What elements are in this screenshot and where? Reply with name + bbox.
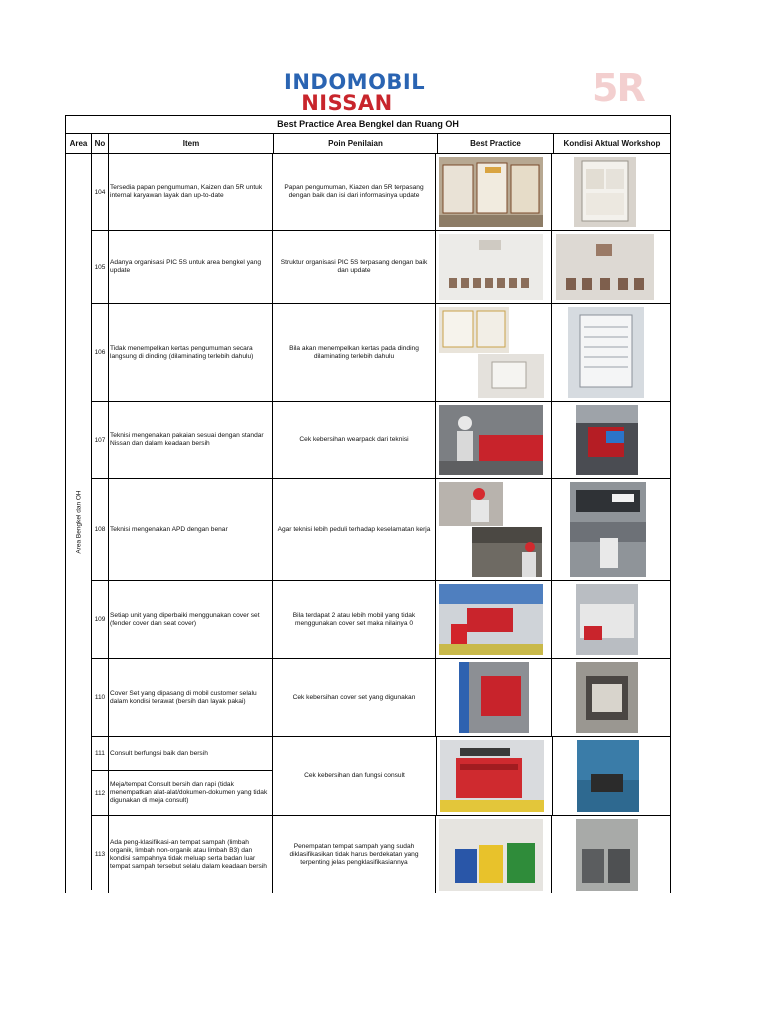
- best-practice-cell: [436, 816, 552, 893]
- header-item: Item: [109, 134, 274, 153]
- table-row: [92, 581, 670, 659]
- best-practice-cell: [436, 659, 552, 736]
- area-label: Area Bengkel dan OH: [75, 490, 82, 554]
- row-poin: Struktur organisasi PIC 5S terpasang dengan baik dan update: [273, 231, 436, 303]
- seat-cover-aktual-photo: [576, 662, 638, 733]
- best-practice-cell: [436, 402, 552, 478]
- table-row: [92, 737, 273, 771]
- apd-photo-1: [439, 482, 503, 526]
- best-practice-cell: [436, 304, 552, 401]
- aktual-cell: [553, 737, 669, 815]
- consult-device-photo: [577, 740, 639, 812]
- table-row: [92, 479, 670, 581]
- best-practice-cell: [436, 231, 552, 303]
- row-item: Tidak menempelkan kertas pengumuman secara langsung di dinding (dilaminating terlebih dahulu): [109, 304, 273, 401]
- row-poin: Papan pengumuman, Kiazen dan 5R terpasang dengan baik dan isi dari informasinya update: [273, 154, 436, 230]
- indomobil-nissan-logo: [284, 70, 426, 115]
- table-row: [92, 816, 670, 893]
- wall-paper-photo: [478, 354, 544, 398]
- table-row: [92, 402, 670, 479]
- aktual-cell: [552, 659, 668, 736]
- pic-structure-photo: [556, 234, 654, 300]
- trash-bins-aktual-photo: [576, 819, 638, 891]
- trash-bins-photo: [439, 819, 543, 891]
- technician-wearpack-photo: [576, 405, 638, 475]
- aktual-cell: [552, 581, 668, 658]
- row-item: Tersedia papan pengumuman, Kaizen dan 5R untuk internal karyawan layak dan up-to-date: [109, 154, 273, 230]
- row-no: 104: [92, 154, 109, 230]
- best-practice-table: [65, 115, 671, 893]
- header-best-practice: Best Practice: [438, 134, 554, 153]
- row-poin: Penempatan tempat sampah yang sudah diklasifikasikan tidak harus berdekatan yang terpenting jelas pengklasifikasiannya: [273, 816, 436, 893]
- row-no: 110: [92, 659, 109, 736]
- apd-photo-2: [472, 527, 542, 577]
- area-column: [66, 154, 92, 890]
- row-poin: Bila terdapat 2 atau lebih mobil yang tidak menggunakan cover set maka nilainya 0: [273, 581, 436, 658]
- table-row: [92, 659, 670, 737]
- laminated-chart-photo: [568, 307, 644, 398]
- consult-merged-rows: [92, 737, 670, 816]
- row-no: 113: [92, 816, 109, 893]
- row-item: Consult berfungsi baik dan bersih: [109, 737, 273, 770]
- row-no: 111: [92, 737, 109, 770]
- aktual-cell: [552, 402, 668, 478]
- row-no: 109: [92, 581, 109, 658]
- consult-cart-photo: [440, 740, 544, 812]
- best-practice-cell: [436, 479, 552, 580]
- header-area: Area: [66, 134, 92, 153]
- table-row: [92, 154, 670, 231]
- best-practice-cell: [436, 154, 552, 230]
- pic-organization-photo: [439, 234, 543, 300]
- logo-line-2: NISSAN: [301, 91, 393, 115]
- consult-rows: [92, 737, 273, 815]
- aktual-cell: [552, 816, 668, 893]
- row-no: 107: [92, 402, 109, 478]
- logo-line-1: INDOMOBIL: [284, 70, 426, 94]
- kaizen-board-photo: [574, 157, 636, 227]
- table-row: [92, 771, 273, 815]
- technician-photo: [439, 405, 543, 475]
- best-practice-cell: [436, 581, 552, 658]
- row-item: Adanya organisasi PIC 5S untuk area bengkel yang update: [109, 231, 273, 303]
- row-item: Meja/tempat Consult bersih dan rapi (tidak menempatkan alat-alat/dokumen-dokumen yang tidak digunakan di meja consult): [109, 771, 273, 815]
- table-row: [92, 231, 670, 304]
- notice-board-photo: [439, 157, 543, 227]
- cover-set-photo: [439, 584, 543, 655]
- row-item: Ada peng-klasifikasi-an tempat sampah (limbah organik, limbah non-organik atau limbah B3) dan kondisi sampahnya tidak meluap serta badan luar tempat sampah tersebut selalu dalam keadaan bersih: [109, 816, 273, 893]
- row-no: 105: [92, 231, 109, 303]
- row-no: 112: [92, 771, 109, 815]
- header-no: No: [92, 134, 109, 153]
- 5r-logo: 5R: [592, 66, 644, 110]
- aktual-cell: [552, 304, 668, 401]
- row-no: 106: [92, 304, 109, 401]
- row-poin: Agar teknisi lebih peduli terhadap keselamatan kerja: [273, 479, 436, 580]
- table-title: Best Practice Area Bengkel dan Ruang OH: [66, 116, 670, 134]
- row-poin: Cek kebersihan cover set yang digunakan: [273, 659, 436, 736]
- apd-aktual-photo: [570, 482, 646, 577]
- row-item: Teknisi mengenakan APD dengan benar: [109, 479, 273, 580]
- laminated-paper-photo: [439, 307, 509, 353]
- aktual-cell: [552, 154, 668, 230]
- row-poin: Cek kebersihan wearpack dari teknisi: [273, 402, 436, 478]
- row-no: 108: [92, 479, 109, 580]
- header-poin-penilaian: Poin Penilaian: [274, 134, 438, 153]
- row-poin: Bila akan menempelkan kertas pada dinding dilaminating terlebih dahulu: [273, 304, 436, 401]
- table-row: [92, 304, 670, 402]
- aktual-cell: [552, 479, 668, 580]
- cover-set-aktual-photo: [576, 584, 638, 655]
- header-kondisi-aktual: Kondisi Aktual Workshop: [563, 139, 661, 148]
- table-header: [66, 134, 670, 154]
- row-item: Cover Set yang dipasang di mobil customer selalu dalam kondisi terawat (bersih dan layak pakai): [109, 659, 273, 736]
- aktual-cell: [552, 231, 668, 303]
- best-practice-cell: [437, 737, 553, 815]
- seat-cover-photo: [459, 662, 529, 733]
- row-poin: Cek kebersihan dan fungsi consult: [273, 737, 437, 815]
- row-item: Teknisi mengenakan pakaian sesuai dengan standar Nissan dan dalam keadaan bersih: [109, 402, 273, 478]
- row-item: Setiap unit yang diperbaiki menggunakan cover set (fender cover dan seat cover): [109, 581, 273, 658]
